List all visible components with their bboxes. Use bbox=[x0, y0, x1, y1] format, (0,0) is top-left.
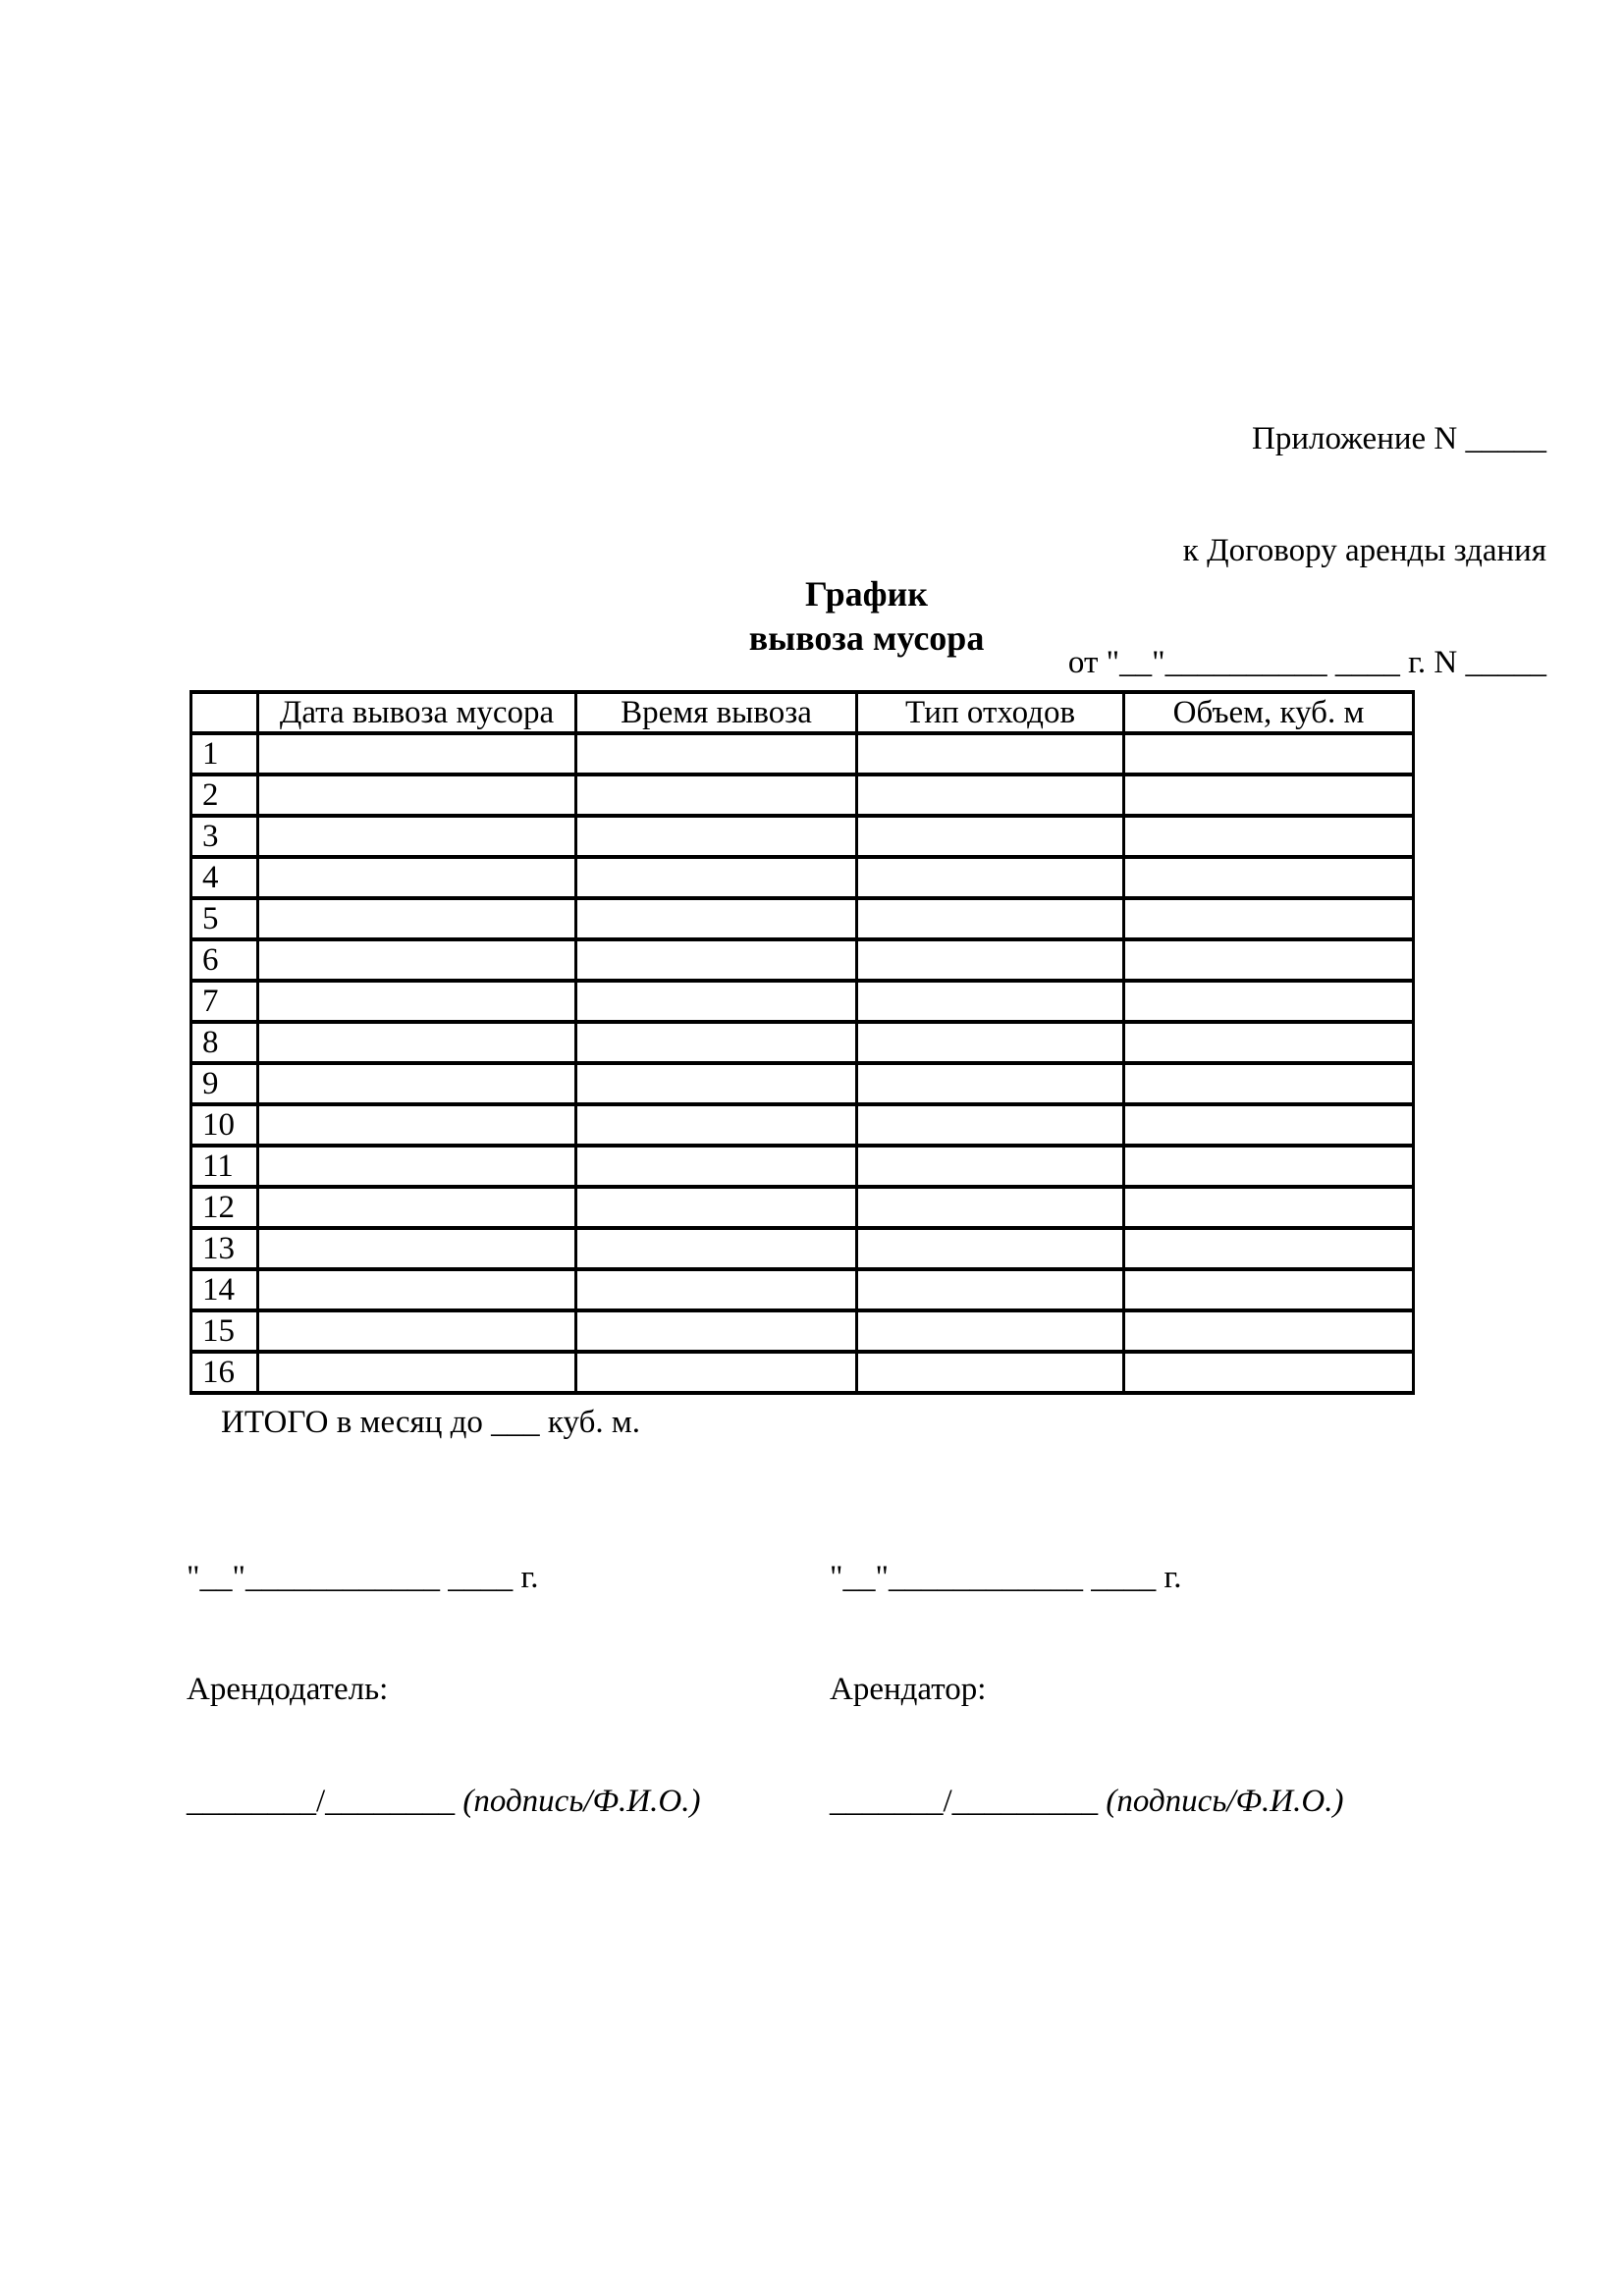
volume-cell bbox=[1124, 1146, 1414, 1187]
waste-type-cell bbox=[857, 981, 1124, 1022]
row-number-cell: 10 bbox=[191, 1104, 258, 1146]
volume-cell bbox=[1124, 1310, 1414, 1352]
row-number-cell: 3 bbox=[191, 816, 258, 857]
table-row bbox=[191, 1310, 1414, 1352]
volume-cell bbox=[1124, 774, 1414, 816]
time-cell bbox=[576, 1352, 857, 1393]
time-cell bbox=[576, 816, 857, 857]
table-row bbox=[191, 1146, 1414, 1187]
time-cell bbox=[576, 981, 857, 1022]
row-number-cell: 14 bbox=[191, 1269, 258, 1310]
date-cell bbox=[258, 939, 576, 981]
time-cell bbox=[576, 1310, 857, 1352]
tenant-signature-line-row bbox=[830, 1783, 1546, 1820]
table-row bbox=[191, 1228, 1414, 1269]
volume-cell bbox=[1124, 1187, 1414, 1228]
date-cell bbox=[258, 981, 576, 1022]
time-cell bbox=[576, 1063, 857, 1104]
waste-type-cell bbox=[857, 1310, 1124, 1352]
volume-cell bbox=[1124, 898, 1414, 939]
table-row bbox=[191, 898, 1414, 939]
total-per-month-line: ИТОГО в месяц до ___ куб. м. bbox=[221, 1405, 640, 1440]
time-cell bbox=[576, 1187, 857, 1228]
table-row bbox=[191, 774, 1414, 816]
tenant-signature-note: (подпись/Ф.И.О.) bbox=[1106, 1784, 1344, 1819]
table-row bbox=[191, 1104, 1414, 1146]
table-row bbox=[191, 939, 1414, 981]
landlord-signature-line: ________/________ bbox=[187, 1784, 463, 1819]
landlord-signature-note: (подпись/Ф.И.О.) bbox=[462, 1784, 701, 1819]
row-number-cell: 7 bbox=[191, 981, 258, 1022]
row-number-cell: 12 bbox=[191, 1187, 258, 1228]
appendix-number-line: Приложение N _____ bbox=[1252, 421, 1546, 456]
table-row bbox=[191, 1352, 1414, 1393]
header-volume: Объем, куб. м bbox=[1124, 692, 1414, 733]
waste-type-cell bbox=[857, 939, 1124, 981]
waste-type-cell bbox=[857, 774, 1124, 816]
table-row bbox=[191, 1269, 1414, 1310]
waste-type-cell bbox=[857, 733, 1124, 774]
date-cell bbox=[258, 1022, 576, 1063]
waste-type-cell bbox=[857, 1269, 1124, 1310]
schedule-table-body bbox=[191, 733, 1414, 1393]
table-row bbox=[191, 981, 1414, 1022]
date-cell bbox=[258, 1063, 576, 1104]
table-row bbox=[191, 816, 1414, 857]
schedule-table bbox=[189, 690, 1415, 1395]
waste-type-cell bbox=[857, 1228, 1124, 1269]
date-cell bbox=[258, 774, 576, 816]
tenant-date-line: "__"____________ ____ г. bbox=[830, 1560, 1182, 1595]
header-waste-type: Тип отходов bbox=[857, 692, 1124, 733]
date-cell bbox=[258, 1187, 576, 1228]
volume-cell bbox=[1124, 1352, 1414, 1393]
header-date: Дата вывоза мусора bbox=[258, 692, 576, 733]
volume-cell bbox=[1124, 981, 1414, 1022]
date-cell bbox=[258, 733, 576, 774]
table-row bbox=[191, 1063, 1414, 1104]
row-number-cell: 11 bbox=[191, 1146, 258, 1187]
waste-type-cell bbox=[857, 1104, 1124, 1146]
waste-type-cell bbox=[857, 1352, 1124, 1393]
time-cell bbox=[576, 939, 857, 981]
title-line-1: График bbox=[804, 574, 929, 614]
landlord-signature-block bbox=[187, 1484, 830, 1895]
date-cell bbox=[258, 857, 576, 898]
date-cell bbox=[258, 1228, 576, 1269]
time-cell bbox=[576, 1104, 857, 1146]
header-time: Время вывоза bbox=[576, 692, 857, 733]
time-cell bbox=[576, 1022, 857, 1063]
date-cell bbox=[258, 1352, 576, 1393]
landlord-role-label: Арендодатель: bbox=[187, 1672, 389, 1707]
time-cell bbox=[576, 733, 857, 774]
volume-cell bbox=[1124, 1228, 1414, 1269]
date-cell bbox=[258, 1104, 576, 1146]
table-row bbox=[191, 857, 1414, 898]
row-number-cell: 16 bbox=[191, 1352, 258, 1393]
volume-cell bbox=[1124, 1063, 1414, 1104]
volume-cell bbox=[1124, 1269, 1414, 1310]
row-number-cell: 2 bbox=[191, 774, 258, 816]
date-cell bbox=[258, 1310, 576, 1352]
volume-cell bbox=[1124, 857, 1414, 898]
date-cell bbox=[258, 1146, 576, 1187]
volume-cell bbox=[1124, 816, 1414, 857]
table-header-row bbox=[191, 692, 1414, 733]
waste-type-cell bbox=[857, 1063, 1124, 1104]
row-number-cell: 15 bbox=[191, 1310, 258, 1352]
contract-date-line: от "__"__________ ____ г. N _____ bbox=[1067, 645, 1546, 680]
row-number-cell: 1 bbox=[191, 733, 258, 774]
table-row bbox=[191, 733, 1414, 774]
time-cell bbox=[576, 1146, 857, 1187]
row-number-cell: 8 bbox=[191, 1022, 258, 1063]
row-number-cell: 4 bbox=[191, 857, 258, 898]
title-line-2: вывоза мусора bbox=[748, 618, 985, 658]
date-cell bbox=[258, 816, 576, 857]
date-cell bbox=[258, 1269, 576, 1310]
time-cell bbox=[576, 1228, 857, 1269]
header-row-number bbox=[191, 692, 258, 733]
time-cell bbox=[576, 774, 857, 816]
waste-type-cell bbox=[857, 857, 1124, 898]
waste-type-cell bbox=[857, 898, 1124, 939]
contract-reference-line: к Договору аренды здания bbox=[1182, 533, 1546, 568]
row-number-cell: 13 bbox=[191, 1228, 258, 1269]
row-number-cell: 6 bbox=[191, 939, 258, 981]
waste-type-cell bbox=[857, 1146, 1124, 1187]
landlord-date-line: "__"____________ ____ г. bbox=[187, 1560, 539, 1595]
document-title bbox=[187, 572, 1546, 661]
waste-type-cell bbox=[857, 1022, 1124, 1063]
volume-cell bbox=[1124, 733, 1414, 774]
time-cell bbox=[576, 857, 857, 898]
signatures-block bbox=[187, 1484, 1546, 1895]
row-number-cell: 5 bbox=[191, 898, 258, 939]
volume-cell bbox=[1124, 1022, 1414, 1063]
volume-cell bbox=[1124, 939, 1414, 981]
tenant-role-label: Арендатор: bbox=[830, 1672, 987, 1707]
date-cell bbox=[258, 898, 576, 939]
time-cell bbox=[576, 898, 857, 939]
time-cell bbox=[576, 1269, 857, 1310]
tenant-signature-block bbox=[830, 1484, 1546, 1895]
row-number-cell: 9 bbox=[191, 1063, 258, 1104]
waste-type-cell bbox=[857, 1187, 1124, 1228]
waste-type-cell bbox=[857, 816, 1124, 857]
tenant-signature-line: _______/_________ bbox=[830, 1784, 1107, 1819]
landlord-signature-line-row bbox=[187, 1783, 830, 1820]
table-row bbox=[191, 1187, 1414, 1228]
volume-cell bbox=[1124, 1104, 1414, 1146]
table-row bbox=[191, 1022, 1414, 1063]
